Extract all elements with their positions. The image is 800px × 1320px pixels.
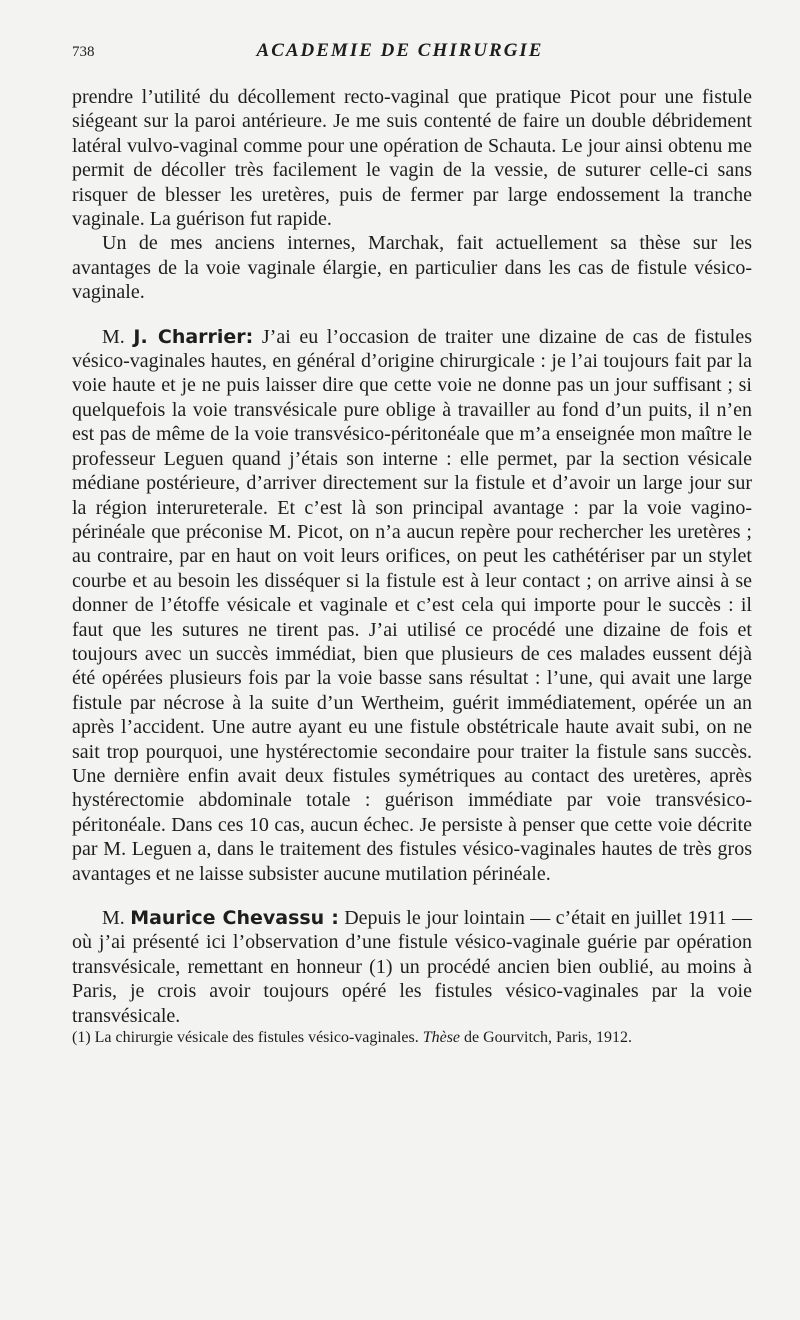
body-text [72,85,752,1048]
speaker-title: M. [102,325,125,348]
paragraph-continuation: prendre l’utilité du décollement recto-vaginal que pratique Picot pour une fistule siégeant sur la paroi antérieure. Je me suis contenté de faire un double débridement latéral vulvo-vaginal comme pour une opération de Schauta. Le jour ainsi obtenu me permit de décoller très facilement le vagin de la vessie, de suturer celle-ci sans risquer de blesser les uretères, puis de fermer par large endossement la tranche vaginale. La guérison fut rapide. [72,86,752,231]
paragraph-charrier-text: J’ai eu l’occasion de traiter une dizaine de cas de fistules vésico-vaginales hautes, en général d’origine chirurgicale : je l’ai toujours fait par la voie haute et je ne puis laisser dire que cette voie ne donne pas un jour suffisant ; si quelquefois la voie transvésicale pure oblige à travailler au fond d’un puits, il n’en est pas de même de la voie transvésico-péritonéale que m’a enseignée mon maître le professeur Leguen quand j’étais son interne : elle permet, par la section vésicale médiane postérieure, d’arriver directement sur la fistule et d’avoir un large jour sur la région interureterale. Et c’est là son principal avantage : par la voie vagino-périnéale que préconise M. Picot, on n’a aucun repère pour rechercher les uretères ; au contraire, par en haut on voit leurs orifices, on peut les cathétériser par un stylet courbe et au besoin les disséquer si la fistule est à leur contact ; on arrive ainsi à se donner de l’étoffe vésicale et vaginale et c’est cela qui importe pour le succès : il faut que les sutures ne tirent pas. J’ai utilisé ce procédé une dizaine de fois et toujours avec un succès immédiat, bien que plusieurs de ces malades eussent déjà été opérées plusieurs fois par la voie basse sans résultat : l’une, qui avait une large fistule par nécrose à la suite d’un Wertheim, guérit immédiatement, opérée un an après l’accident. Une autre ayant eu une fistule obstétricale haute avait subi, on ne sait trop pourquoi, une hystérectomie secondaire pour traiter la fistule sans succès. Une dernière enfin avait deux fistules symétriques au contact des uretères, après hystérectomie abdominale totale : guérison immédiate par voie transvésico-péritonéale. Dans ces 10 cas, aucun échec. Je persiste à penser que cette voie décrite par M. Leguen a, dans le traitement des fistules vésico-vaginales hautes de très gros avantages et ne laisse subsister aucune mutilation périnéale. [72,325,753,885]
page-number: 738 [72,44,95,60]
footnote-text: La chirurgie vésicale des fistules vésico-vaginales. [94,1029,419,1047]
footnote-text-end: de Gourvitch, Paris, 1912. [464,1029,632,1047]
paragraph-charrier [72,325,752,886]
footnote-italic: Thèse [422,1029,461,1047]
paragraph-chevassu-text: Depuis le jour lointain — c’était en juillet 1911 — où j’ai présenté ici l’observation d’une fistule vésico-vaginale guérie par opération transvésicale, remettant en honneur (1) un procédé ancien bien oublié, au moins à Paris, je crois avoir toujours opéré les fistules vésico-vaginales par la voie transvésicale. [72,907,753,1027]
speaker-title: M. [102,907,125,929]
footnote [72,1028,752,1048]
paragraph-chevassu [72,906,752,1028]
running-title: ACADEMIE DE CHIRURGIE [256,40,544,61]
page-header [72,40,728,70]
speaker-name-charrier: J. Charrier: [133,325,254,348]
paragraph-marchak: Un de mes anciens internes, Marchak, fait actuellement sa thèse sur les avantages de la voie vaginale élargie, en particulier dans les cas de fistule vésico-vaginale. [72,232,752,304]
footnote-marker: (1) [72,1029,91,1047]
speaker-name-chevassu: Maurice Chevassu : [130,907,339,929]
